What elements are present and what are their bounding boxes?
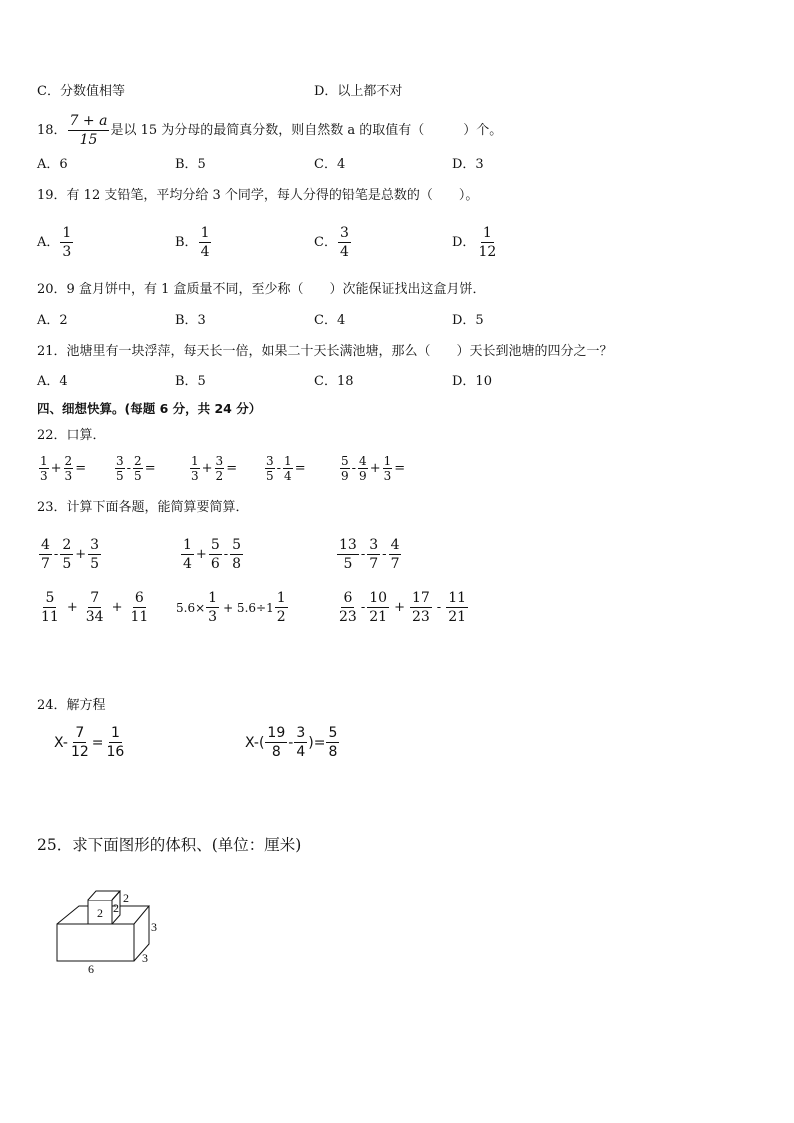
fraction [38,589,62,626]
fraction [208,536,223,573]
fraction [83,589,107,626]
operator: - [382,547,387,562]
calc-expression [336,536,402,573]
equation-rhs-op: )= [308,734,326,751]
option-c-text: C．分数值相等 [37,84,125,99]
option-b: B．3 [175,313,206,328]
fraction [366,536,381,573]
question-23: 23．计算下面各题，能简算要简算． [37,500,249,515]
fraction [214,454,226,483]
operator: + [369,461,381,476]
equals-sign: = [75,461,87,476]
small-cube-top-label: 2 [123,891,129,905]
numerator: 3 [266,454,274,468]
fraction [87,536,102,573]
option-b [175,224,212,261]
option-label: C． [314,235,337,250]
fraction [274,589,289,626]
denominator: 4 [339,244,349,260]
operator: + [66,600,78,615]
denominator: 5 [116,469,124,483]
numerator: 1 [191,454,199,468]
operator: + [50,461,62,476]
denominator: 8 [328,744,338,760]
numerator: 1 [183,537,192,553]
operator: - [288,734,294,751]
small-cube-top [88,891,120,900]
numerator: 3 [369,537,379,553]
operator: - [436,600,442,615]
numerator: 3 [116,454,124,468]
equation-lhs: X-( [245,734,265,751]
denominator: 2 [276,609,286,625]
option-d: D．3 [452,157,484,172]
question-24: 24．解方程 [37,698,106,713]
denominator: 5 [62,556,72,572]
denominator: 5 [90,556,100,572]
denominator: 8 [232,556,242,572]
fraction [59,536,74,573]
denominator: 3 [40,469,48,483]
numerator: 3 [339,225,349,241]
question-25: 25．求下面图形的体积、(单位：厘米) [37,836,302,854]
question-18 [37,112,502,149]
option-label: B． [175,235,198,250]
numerator: 3 [215,454,224,468]
fraction [336,536,360,573]
denominator: 3 [191,469,199,483]
numerator: 1 [383,454,392,468]
fraction [339,454,351,483]
fraction [336,589,360,626]
fraction [114,454,126,483]
fraction [229,536,244,573]
denominator: 21 [448,609,467,625]
cuboid-height-label: 3 [151,920,157,934]
operator: + [201,461,213,476]
equals-sign: = [294,461,306,476]
calc-expression [176,589,289,626]
option-label: A． [37,235,60,250]
fraction [198,224,213,261]
option-a: A．2 [37,313,68,328]
numerator: 4 [359,454,367,468]
numerator: 1 [284,454,292,468]
equals-sign: = [91,734,104,751]
numerator: 5 [328,725,338,741]
denominator: 9 [341,469,349,483]
numerator: 11 [448,590,467,606]
mental-calc-item [114,454,157,483]
small-cube-side-label: 2 [113,901,119,915]
mental-calc-item [38,454,87,483]
option-c: C．4 [314,313,346,328]
large-cuboid-front [57,924,134,961]
operator: - [53,547,59,562]
denominator: 4 [284,469,292,483]
expression-text: 5.6× [176,600,206,615]
cuboid-depth-label: 3 [142,951,148,965]
denominator: 5 [134,469,142,483]
denominator: 7 [390,556,400,572]
numerator: 3 [296,725,306,741]
calc-expression [336,589,469,626]
numerator: 7 [75,725,85,741]
option-a: A．4 [37,374,68,389]
option-d: D．10 [452,374,492,389]
equation-lhs: X- [54,734,68,751]
operator: - [360,547,366,562]
question-number: 18． [37,123,67,138]
fraction [293,724,308,761]
denominator: 16 [106,744,125,760]
numerator: 1 [208,590,218,606]
operator: + [75,547,87,562]
numerator: 5 [232,537,242,553]
denominator: 6 [210,556,220,572]
question-20: 20．9 盒月饼中，有 1 盒质量不同，至少称（ ）次能保证找出这盒月饼． [37,282,486,297]
denominator: 4 [296,744,306,760]
mental-calc-item [339,454,406,483]
denominator: 34 [85,609,104,625]
denominator: 5 [266,469,274,483]
question-text: 是以 15 为分母的最简真分数，则自然数 a 的取值有（ ）个。 [110,123,503,138]
numerator: 1 [110,725,120,741]
fraction [366,589,390,626]
option-label: D． [452,235,476,250]
fraction [68,724,92,761]
fraction [388,536,403,573]
cuboid-length-label: 6 [88,962,94,975]
denominator: 9 [359,469,367,483]
operator: - [351,461,357,476]
option-d-text: D．以上都不对 [314,84,403,99]
option-c [314,224,352,261]
operator: - [360,600,366,615]
denominator: 12 [70,744,89,760]
fraction [409,589,433,626]
denominator: 11 [41,609,59,625]
denominator: 2 [215,469,224,483]
numerator: 17 [411,590,430,606]
option-a: A．6 [37,157,68,172]
expression-text: + 5.6÷1 [223,600,274,615]
option-b: B．5 [175,374,206,389]
numerator: 1 [482,225,492,241]
fraction [104,724,128,761]
operator: + [195,547,207,562]
calc-expression [38,589,151,626]
numerator: 5 [210,537,220,553]
operator: + [394,600,405,615]
operator: - [223,547,229,562]
fraction [337,224,352,261]
numerator: 5 [45,590,55,606]
fraction [59,224,74,261]
numerator: 2 [64,454,73,468]
numerator: 1 [276,590,286,606]
section-title: 四、细想快算。(每题 6 分，共 24 分） [37,401,262,416]
fraction [63,454,75,483]
fraction [38,536,53,573]
fraction [382,454,394,483]
denominator: 23 [339,609,357,625]
numerator: 5 [341,454,349,468]
numerator: 4 [390,537,400,553]
numerator: 1 [200,225,210,241]
numerator: 2 [134,454,142,468]
denominator: 23 [411,609,430,625]
numerator: 4 [41,537,50,553]
option-a [37,224,74,261]
mental-calc-item [189,454,238,483]
equation [54,724,127,761]
fraction [264,454,276,483]
fraction [189,454,201,483]
denominator: 7 [369,556,379,572]
denominator: 3 [383,469,392,483]
operator: - [126,461,132,476]
fraction [445,589,469,626]
option-d: D．5 [452,313,484,328]
denominator: 7 [41,556,50,572]
numerator: 6 [343,590,353,606]
denominator: 4 [200,244,210,260]
denominator: 8 [271,744,281,760]
calc-expression [38,536,102,573]
option-d [452,224,499,261]
numerator: 6 [134,590,144,606]
denominator: 3 [62,244,72,260]
calc-expression [180,536,244,573]
fraction [282,454,294,483]
operator: + [111,600,123,615]
numerator: 19 [267,725,286,741]
fraction [127,589,151,626]
denominator: 15 [79,132,98,148]
question-19: 19．有 12 支铅笔，平均分给 3 个同学，每人分得的铅笔是总数的（ ）。 [37,188,479,203]
operator: - [276,461,282,476]
fraction [264,724,288,761]
numerator: 1 [62,225,72,241]
fraction [180,536,195,573]
equals-sign: = [394,461,406,476]
question-21: 21．池塘里有一块浮萍，每天长一倍，如果二十天长满池塘，那么（ ）天长到池塘的四分之一？ [37,344,613,359]
equals-sign: = [226,461,238,476]
numerator: 2 [62,537,72,553]
option-c: C．18 [314,374,354,389]
equals-sign: = [144,461,156,476]
denominator: 21 [369,609,388,625]
fraction [38,454,50,483]
numerator: 13 [339,537,357,553]
mental-calc-item [264,454,307,483]
option-c: C．4 [314,157,346,172]
fraction [325,724,340,761]
cuboid-figure [50,885,170,975]
numerator: 10 [369,590,388,606]
equation [245,724,340,761]
numerator: 3 [90,537,100,553]
fraction [67,112,111,149]
fraction [132,454,144,483]
denominator: 3 [208,609,218,625]
denominator: 12 [478,244,497,260]
small-cube-front-label: 2 [97,906,103,920]
numerator: 7 + a [69,113,108,129]
denominator: 4 [183,556,192,572]
fraction [475,224,499,261]
fraction [205,589,220,626]
numerator: 1 [40,454,48,468]
denominator: 11 [130,609,149,625]
denominator: 3 [64,469,73,483]
numerator: 7 [90,590,100,606]
fraction [357,454,369,483]
question-22: 22．口算． [37,428,106,443]
option-b: B．5 [175,157,206,172]
denominator: 5 [343,556,353,572]
